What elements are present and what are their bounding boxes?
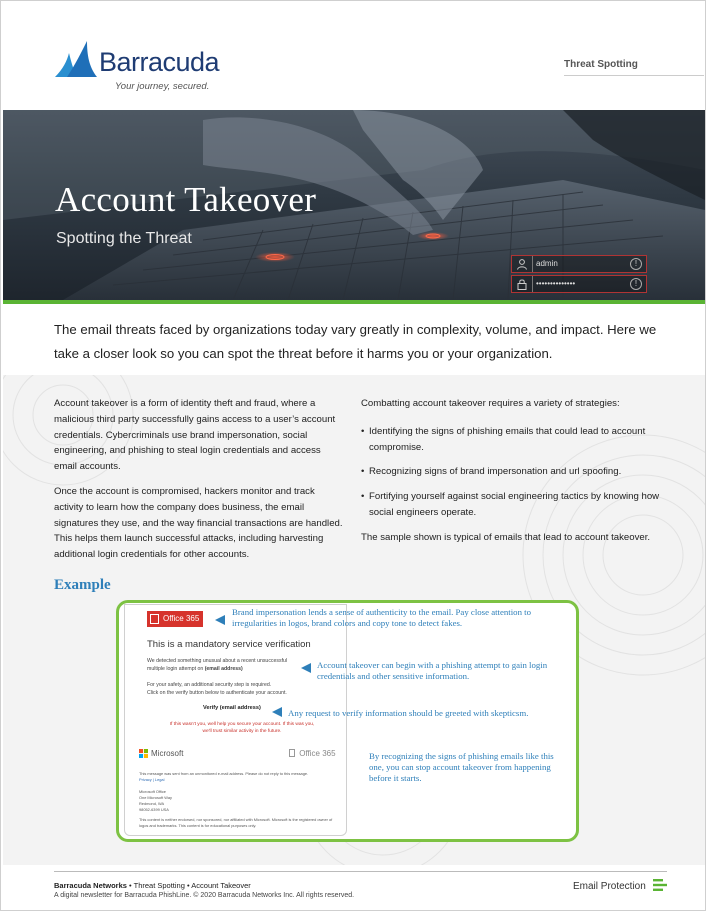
footer-copyright: A digital newsletter for Barracuda PhishLine. © 2020 Barracuda Networks Inc. All rights reserved.	[54, 892, 355, 899]
footer-rule	[54, 871, 667, 872]
footer-product: Email Protection	[573, 881, 646, 892]
password-value: ••••••••••••••	[536, 279, 576, 288]
barracuda-logo	[53, 39, 223, 95]
email-body-2	[147, 681, 337, 697]
address-line: Microsoft Office	[139, 789, 166, 794]
hero-banner	[3, 110, 705, 300]
email-protection-icon	[653, 878, 667, 892]
strategy-list	[361, 424, 661, 521]
footer-breadcrumb	[54, 881, 251, 890]
office-icon	[289, 749, 295, 757]
username-value: admin	[536, 259, 558, 268]
verify-link: Verify (email address)	[203, 705, 261, 711]
address-line: 98052-6399 USA	[139, 807, 169, 812]
privacy-legal-link: Privacy | Legal	[139, 777, 165, 782]
warning-icon: !	[630, 278, 642, 290]
barracuda-wave-icon	[53, 39, 101, 79]
logo-wordmark: Barracuda	[99, 47, 220, 77]
callout-phishing-attempt: Account takeover can begin with a phishing attempt to gain login credentials and other sensitive information.	[317, 660, 548, 681]
password-field-graphic	[511, 275, 647, 293]
hero-accent-bar	[3, 300, 705, 304]
email-body-1a: We detected something unusual about a recent unsuccessful	[147, 658, 288, 664]
microsoft-icon	[139, 749, 148, 758]
right-lead: Combatting account takeover requires a variety of strategies:	[361, 398, 620, 409]
footer-company: Barracuda Networks	[54, 881, 127, 890]
footer-crumb: • Threat Spotting • Account Takeover	[126, 881, 251, 890]
intro-paragraph: The email threats faced by organizations today vary greatly in complexity, volume, and impact. Here we take a closer look so you can spot the threat before it harms you or your organization.	[54, 322, 657, 361]
list-item: • Fortifying yourself against social engineering tactics by knowing how social engineers operate.	[361, 489, 661, 521]
callout-arrow	[301, 663, 311, 673]
office365-badge	[147, 611, 203, 627]
address-line: One Microsoft Way	[139, 795, 172, 800]
callout-brand-impersonation: Brand impersonation lends a sense of authenticity to the email. Pay close attention to irregularities in logos, brand colors and copy tone to detect fakes.	[232, 607, 532, 628]
office365-footer-logo	[289, 749, 336, 758]
left-paragraph-1: Account takeover is a form of identity theft and fraud, where a malicious third party successfully gains access to a user’s account credentials. Cybercriminals use brand impersonation, social engineering, and phishing to steal login credentials and access email accounts.	[54, 398, 336, 473]
lock-icon	[516, 278, 528, 290]
left-column	[54, 396, 346, 572]
warning-icon: !	[630, 258, 642, 270]
username-field-graphic	[511, 255, 647, 273]
email-address-block	[139, 789, 339, 813]
email-body-1b: multiple login attempt on	[147, 666, 204, 672]
callout-recognize-signs: By recognizing the signs of phishing emails like this one, you can stop account takeover from happening before it starts.	[369, 751, 554, 783]
email-disclaimer: This content is neither endorsed, nor sponsored, nor affiliated with Microsoft. Microsoft is the registered owner of logos and trademarks. This content is for educational purposes only.	[139, 817, 333, 828]
right-closing: The sample shown is typical of emails that lead to account takeover.	[361, 531, 651, 543]
email-warning-b: we'll trust similar activity in the future.	[202, 729, 282, 734]
left-paragraph-2: Once the account is compromised, hackers monitor and track activity to learn how the company does business, the email signatures they use, and the way financial transactions are handled. This helps them launch successful attacks, including harvesting additional login credentials for other accounts.	[54, 485, 343, 561]
office365-footer-label: Office 365	[299, 749, 336, 758]
office-icon	[150, 614, 159, 624]
email-heading: This is a mandatory service verification	[147, 639, 311, 650]
field-separator	[532, 256, 533, 272]
callout-verify-request: Any request to verify information should be greeted with skepticsm.	[288, 708, 529, 718]
sample-phishing-email	[124, 604, 347, 836]
list-item: • Recognizing signs of brand impersonation and url spoofing.	[361, 464, 661, 480]
email-body-2b: Click on the verify button below to authenticate your account.	[147, 690, 287, 696]
callout-arrow	[215, 615, 225, 625]
user-icon	[516, 258, 528, 270]
logo-tagline: Your journey, secured.	[115, 81, 210, 92]
microsoft-logo	[139, 749, 183, 758]
callout-arrow	[272, 707, 282, 717]
office365-badge-label: Office 365	[163, 614, 200, 623]
section-label: Threat Spotting	[564, 59, 638, 70]
field-separator	[532, 276, 533, 292]
email-warning-a: If this wasn't you, well help you secure your account. If this was you,	[169, 722, 315, 727]
email-fine-print-1	[139, 771, 339, 783]
hero-title: Account Takeover	[55, 180, 317, 219]
microsoft-label: Microsoft	[151, 749, 184, 758]
address-line: Redmond, WA	[139, 801, 165, 806]
right-column	[361, 396, 661, 555]
example-heading: Example	[54, 577, 111, 593]
list-item: • Identifying the signs of phishing emails that could lead to account compromise.	[361, 424, 661, 456]
email-body-2a: For your safety, an additional security step is required.	[147, 682, 272, 688]
email-warning	[147, 721, 337, 735]
email-fine-print-text: This message was sent from an unmonitored e-mail address. Please do not reply to this message.	[139, 771, 309, 776]
section-rule	[564, 75, 704, 76]
hero-subtitle: Spotting the Threat	[56, 230, 192, 247]
email-address-placeholder: (email address)	[204, 666, 243, 672]
